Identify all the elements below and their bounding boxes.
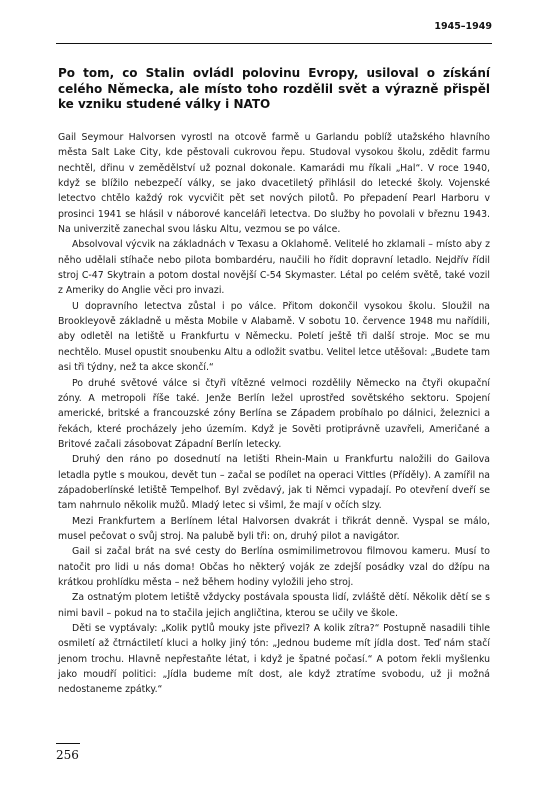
body-text: [58, 130, 490, 698]
chapter-lead-heading: Po tom, co Stalin ovládl polovinu Evropy, usiloval o získání celého Německa, ale místo toho rozdělil svět a výrazně přispěl ke vzniku studené války i NATO: [58, 66, 490, 112]
paragraph: Absolvoval výcvik na základnách v Texasu a Oklahomě. Velitelé ho zklamali – místo aby z něho udělali stíhače nebo pilota bombardéru, naučili ho řídit dopravní letadlo. Nejdřív řídil stroj C-47 Skytrain a potom dostal novější C-54 Skymaster. Létal po celém světě, také vozil z Ameriky do Anglie věci pro invazi.: [58, 239, 490, 297]
paragraph: Gail Seymour Halvorsen vyrostl na otcově farmě u Garlandu poblíž utažského hlavního města Salt Lake City, kde pěstovali cukrovou řepu. Studoval vysokou školu, zdědit farmu nechtěl, dřinu v zemědělství už poznal dokonale. Kamarádi mu říkali „Hal“. V roce 1940, když se blížilo nebezpečí války, se jako dvacetiletý přihlásil do letecké školy. Vojenské letectvo chtělo každý rok vycvičit pět set nových pilotů. Po přepadení Pearl Harboru v prosinci 1941 se hlásil v náborové kanceláři letectva. Do služby ho povolali v březnu 1943. Na univerzitě zanechal svou lásku Altu, vezmou se po válce.: [58, 132, 490, 236]
paragraph: Po druhé světové válce si čtyři vítězné velmoci rozdělily Německo na čtyři okupační zóny. A metropoli říše také. Jenže Berlín ležel uprostřed sovětského sektoru. Spojení americké, britské a francouzské zóny Berlína se Západem probíhalo po dálnici, železnici a řekách, které procházely jeho územím. Když je Sověti protiprávně uzavřeli, Američané a Britové začali zásobovat Západní Berlín letecky.: [58, 377, 490, 450]
paragraph: Gail si začal brát na své cesty do Berlína osmimilimetrovou filmovou kameru. Musí to natočit pro lidi u nás doma! Občas ho některý voják ze zdejší posádky vzal do džípu na krátkou prohlídku města – než během hodiny vyložili jeho stroj.: [58, 546, 490, 588]
paragraph: Druhý den ráno po dosednutí na letišti Rhein-Main u Frankfurtu naložili do Gailova letadla pytle s moukou, devět tun – začal se podílet na operaci Vittles (Příděly). A zamířil na západoberlínské letiště Tempelhof. Byl zvědavý, jak ti Němci vypadají. Po otevření dveří se tam nahrnulo několik mužů. Mladý letec si všiml, že mají v očích slzy.: [58, 454, 490, 512]
running-head-period: 1945–1949: [434, 21, 492, 32]
header-rule: [56, 43, 492, 44]
page-number: 256: [56, 748, 79, 762]
paragraph: Mezi Frankfurtem a Berlínem létal Halvorsen dvakrát i třikrát denně. Vyspal se málo, musel pečovat o svůj stroj. Na palubě byli tři: on, druhý pilot a navigátor.: [58, 515, 490, 542]
footer-rule: [56, 743, 80, 744]
paragraph: Děti se vyptávaly: „Kolik pytlů mouky jste přivezl? A kolik zítra?“ Postupně nasadili tihle osmiletí až čtrnáctiletí kluci a holky jiný tón: „Jednou budeme mít jídla dost. Teď nám stačí jenom trochu. Hlavně nepřestaňte létat, i když je špatné počasí.“ A potom řekli myšlenku jako moudří politici: „Jídla budeme mít dost, ale když ztratíme svobodu, už ji možná nedostaneme zpátky.“: [58, 623, 490, 696]
paragraph: Za ostnatým plotem letiště vždycky postávala spousta lidí, zvláště dětí. Několik dětí se s nimi bavil – pokud na to stačila jejich angličtina, kterou se učily ve škole.: [58, 592, 490, 619]
paragraph: U dopravního letectva zůstal i po válce. Přitom dokončil vysokou školu. Sloužil na Brookleyově základně u města Mobile v Alabamě. V sobotu 10. července 1948 mu nařídili, aby odletěl na letiště u Frankfurtu v Německu. Poletí ještě tři další stroje. Moc se mu nechtělo. Musel opustit snoubenku Altu a odložit svatbu. Velitel letce utěšoval: „Budete tam asi tři týdny, než ta akce skončí.“: [58, 300, 490, 374]
